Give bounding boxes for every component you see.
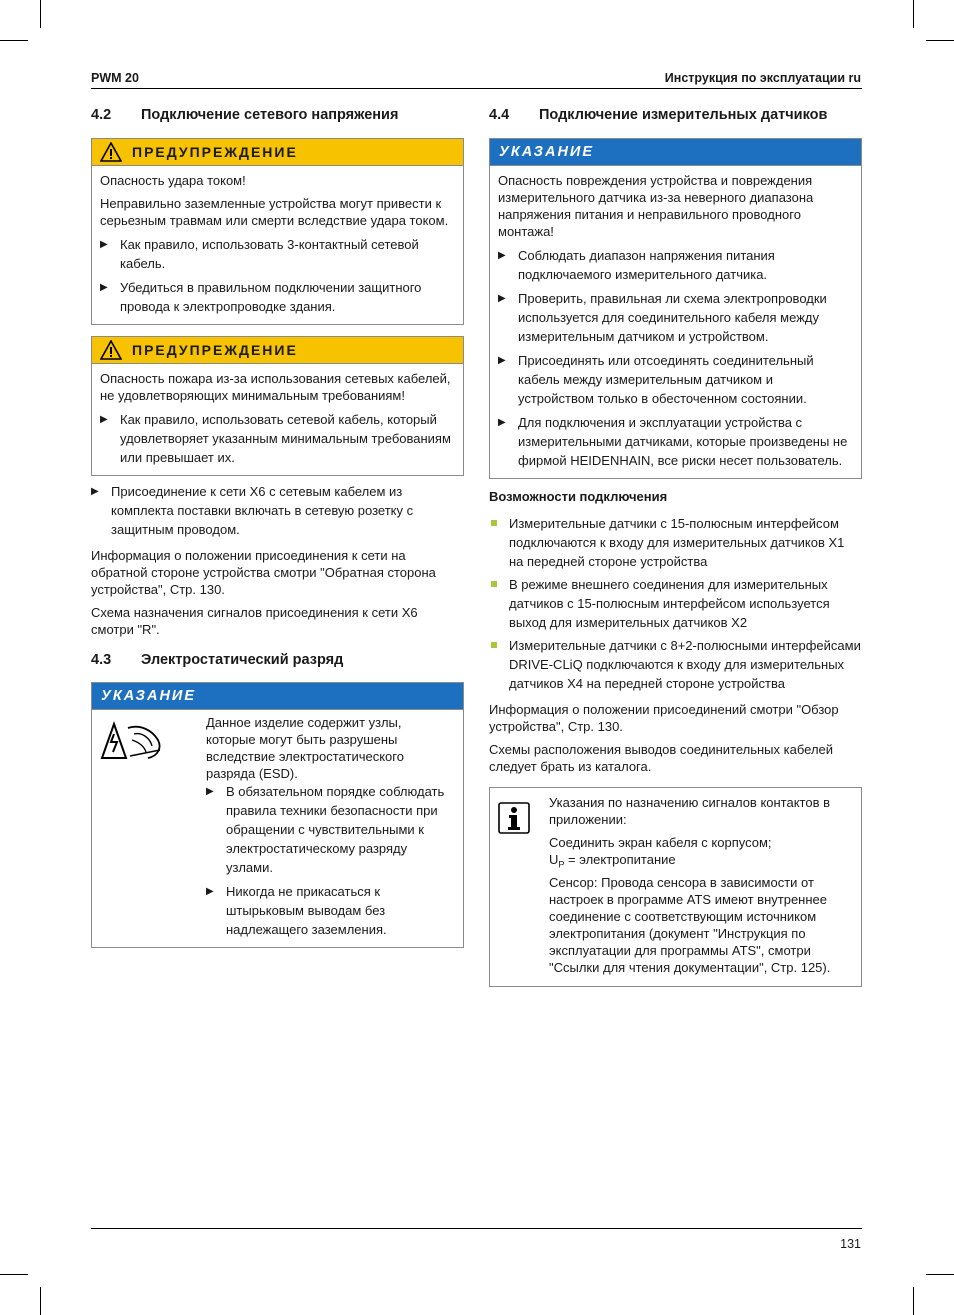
left-column xyxy=(91,107,464,948)
warning-box xyxy=(91,336,464,476)
arrow-right-icon: ▶ xyxy=(498,355,506,366)
note-body xyxy=(490,165,861,478)
note-text: Данное изделие содержит узлы, которые могут быть разрушены вследствие электростатического разряда (ESD). xyxy=(206,715,404,781)
warning-text: Опасность пожара из-за использования сетевых кабелей, не удовлетворяющих минимальным требованиям! xyxy=(100,371,451,403)
list-item-text: Измерительные датчики с 15-полюсным интерфейсом подключаются к входу для измерительных датчиков X1 на передней стороне устройства xyxy=(509,516,845,569)
warning-triangle-icon xyxy=(100,142,122,162)
list-item-text: Присоединять или отсоединять соединительный кабель между измерительным датчиком и устройством только в обесточенном состоянии. xyxy=(518,353,814,406)
arrow-right-icon: ▶ xyxy=(100,282,108,293)
section-number: 4.4 xyxy=(489,107,510,123)
arrow-right-icon: ▶ xyxy=(100,414,108,425)
right-column xyxy=(489,107,862,987)
list-item xyxy=(489,636,862,693)
warning-body xyxy=(92,364,463,475)
crop-mark xyxy=(40,1287,41,1315)
list-item xyxy=(498,289,852,346)
esd-hand-icon xyxy=(100,720,168,764)
note-text: Опасность повреждения устройства и повреждения измерительного датчика из-за неверного диапазона напряжения питания и неправильного проводного монтажа! xyxy=(498,173,814,239)
up-symbol: U xyxy=(549,852,559,867)
arrow-right-icon: ▶ xyxy=(100,239,108,250)
header-product: PWM 20 xyxy=(91,71,139,85)
warning-box xyxy=(91,138,464,325)
warning-text: Опасность удара током! xyxy=(100,173,246,188)
list-item-text: Для подключения и эксплуатации устройства с измерительными датчиками, которые произведены не фирмой HEIDENHAIN, все риски несет пользователь. xyxy=(518,415,848,468)
step-text: Присоединение к сети X6 с сетевым кабелем из комплекта поставки включать в сетевую розетку с защитным проводом. xyxy=(111,484,414,537)
instruction-list xyxy=(100,410,454,467)
info-text xyxy=(549,834,852,851)
list-item xyxy=(489,575,862,632)
up-subscript: P xyxy=(558,859,565,870)
note-box xyxy=(91,682,464,948)
list-item-text: Измерительные датчики с 8+2-полюсными интерфейсами DRIVE-CLiQ подключаются к входу для измерительных датчиков X4 на передней стороне устройства xyxy=(509,638,861,691)
step-item xyxy=(91,482,464,539)
info-up-line xyxy=(549,851,852,874)
up-description: = электропитание xyxy=(564,852,676,867)
info-text: Сенсор: Провода сенсора в зависимости от настроек в программе ATS имеют внутреннее соединение с соответствующим источником электропитания (документ "Инструкция по эксплуатации для программы ATS", смотри "Ссылки для чтения документации", Стр. 125). xyxy=(549,874,831,975)
esd-icon-cell xyxy=(100,714,206,939)
section-heading xyxy=(91,107,464,124)
arrow-right-icon: ▶ xyxy=(91,486,99,497)
arrow-right-icon: ▶ xyxy=(498,293,506,304)
page-number: 131 xyxy=(840,1237,861,1251)
square-bullet-icon xyxy=(489,636,509,693)
warning-header xyxy=(92,337,463,364)
paragraph: Информация о положении присоединения к сети на обратной стороне устройства смотри "Обратная сторона устройства", Стр. 130. xyxy=(91,548,436,597)
info-text: Указания по назначению сигналов контактов в приложении: xyxy=(549,795,831,827)
crop-mark xyxy=(913,0,914,28)
footer-rule xyxy=(91,1228,862,1229)
warning-body xyxy=(92,166,463,324)
instruction-list xyxy=(498,246,852,470)
list-item-text: Соблюдать диапазон напряжения питания подключаемого измерительного датчика. xyxy=(518,248,775,282)
header-title: Инструкция по эксплуатации ru xyxy=(664,71,861,85)
paragraph: Информация о положении присоединений смотри "Обзор устройства", Стр. 130. xyxy=(489,702,839,734)
arrow-right-icon: ▶ xyxy=(498,417,506,428)
list-item xyxy=(100,278,454,316)
list-item-text: Проверить, правильная ли схема электропроводки используется для соединительного кабеля между измерительным датчиком и устройством. xyxy=(518,291,827,344)
options-list xyxy=(489,514,862,693)
crop-mark xyxy=(926,40,954,41)
note-header: УКАЗАНИЕ xyxy=(490,139,861,165)
list-item-text: Как правило, использовать сетевой кабель, который удовлетворяет указанным минимальным требованиям или превышает их. xyxy=(120,412,451,465)
list-item-text: Никогда не прикасаться к штырьковым выводам без надлежащего заземления. xyxy=(226,884,387,937)
note-content xyxy=(206,714,454,939)
square-bullet-icon xyxy=(489,575,509,632)
warning-label: ПРЕДУПРЕЖДЕНИЕ xyxy=(132,341,298,358)
section-heading xyxy=(489,107,862,124)
options-heading: Возможности подключения xyxy=(489,489,668,504)
paragraph: Схема назначения сигналов присоединения к сети X6 смотри "R". xyxy=(91,605,418,637)
note-box xyxy=(489,138,862,479)
paragraph: Схемы расположения выводов соединительных кабелей следует брать из каталога. xyxy=(489,742,834,774)
instruction-list xyxy=(100,235,454,316)
list-item xyxy=(498,246,852,284)
note-body xyxy=(92,709,463,947)
warning-text: Неправильно заземленные устройства могут привести к серьезным травмам или смерти вследствие удара током. xyxy=(100,196,449,228)
arrow-right-icon: ▶ xyxy=(206,886,214,897)
info-shield-text: Соединить экран кабеля с корпусом; xyxy=(549,835,772,850)
section-number: 4.2 xyxy=(91,107,112,123)
crop-mark xyxy=(0,1274,28,1275)
crop-mark xyxy=(0,40,28,41)
warning-label: ПРЕДУПРЕЖДЕНИЕ xyxy=(132,143,298,160)
list-item xyxy=(498,351,852,408)
header-rule xyxy=(91,88,862,89)
step-list xyxy=(91,482,464,539)
list-item xyxy=(498,413,852,470)
section-title: Подключение измерительных датчиков xyxy=(539,107,828,123)
info-icon xyxy=(498,802,530,834)
list-item-text: В режиме внешнего соединения для измерительных датчиков с 15-полюсным интерфейсом используется выход для измерительных датчиков X2 xyxy=(509,577,830,630)
list-item-text: Как правило, использовать 3-контактный сетевой кабель. xyxy=(120,237,419,271)
list-item xyxy=(100,235,454,273)
section-title: Подключение сетевого напряжения xyxy=(141,107,399,123)
instruction-list xyxy=(206,782,454,939)
warning-header xyxy=(92,139,463,166)
list-item-text: Убедиться в правильном подключении защитного провода к электропроводке здания. xyxy=(120,280,422,314)
crop-mark xyxy=(40,0,41,28)
list-item xyxy=(206,782,454,877)
info-icon-cell xyxy=(498,794,549,976)
warning-triangle-icon xyxy=(100,340,122,360)
crop-mark xyxy=(913,1287,914,1315)
list-item xyxy=(206,882,454,939)
square-bullet-icon xyxy=(489,514,509,571)
info-content xyxy=(549,794,852,976)
section-number: 4.3 xyxy=(91,652,112,668)
arrow-right-icon: ▶ xyxy=(498,250,506,261)
list-item-text: В обязательном порядке соблюдать правила техники безопасности при обращении с чувствительными к электростатическому разряду узлами. xyxy=(226,784,445,875)
list-item xyxy=(100,410,454,467)
info-box xyxy=(489,787,862,987)
list-item xyxy=(489,514,862,571)
note-header: УКАЗАНИЕ xyxy=(92,683,463,709)
arrow-right-icon: ▶ xyxy=(206,786,214,797)
section-title: Электростатический разряд xyxy=(141,652,344,668)
crop-mark xyxy=(926,1274,954,1275)
section-heading xyxy=(91,652,464,669)
